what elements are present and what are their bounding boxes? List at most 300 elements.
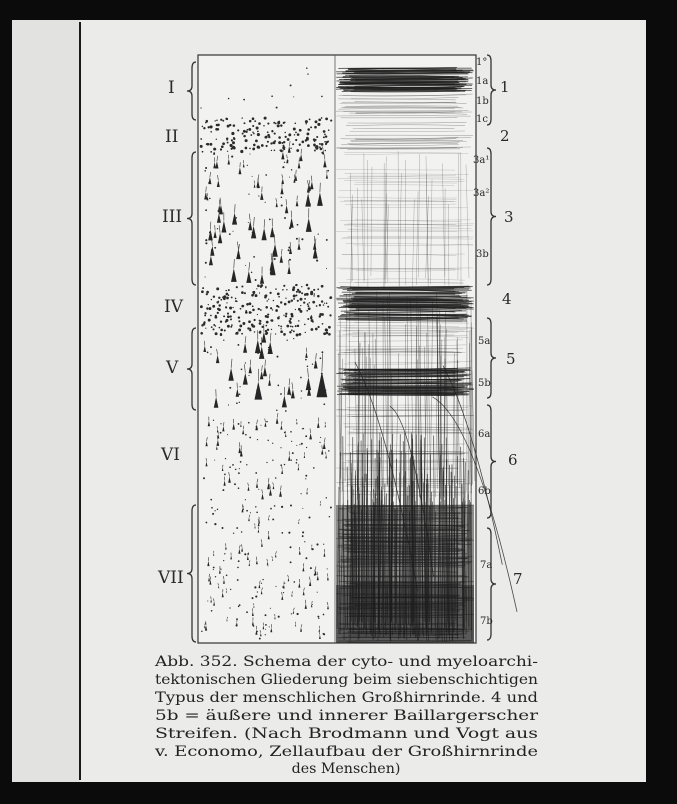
cell-granule: [255, 294, 258, 297]
cell-granule: [220, 329, 223, 332]
cell-granule: [219, 327, 221, 329]
cell-granule: [235, 469, 237, 471]
cell-granule: [299, 129, 302, 132]
cell-granule: [321, 143, 324, 146]
cell-granule: [232, 307, 233, 308]
cell-granule: [211, 507, 213, 509]
cell-granule: [284, 583, 285, 584]
cell-granule: [210, 125, 213, 128]
cell-granule: [264, 296, 267, 299]
cell-granule: [281, 204, 283, 206]
cell-granule: [239, 468, 240, 469]
cell-granule: [238, 320, 240, 322]
cell-granule: [262, 579, 263, 580]
cell-granule: [214, 460, 215, 461]
cell-granule: [229, 607, 230, 608]
cell-granule: [235, 298, 237, 300]
cell-granule: [205, 242, 207, 244]
cell-granule: [284, 464, 286, 466]
cell-granule: [257, 133, 260, 136]
cell-granule: [295, 139, 297, 141]
cell-granule: [283, 315, 284, 316]
cell-granule: [300, 377, 302, 379]
cell-granule: [288, 301, 291, 304]
cell-granule: [297, 300, 299, 302]
cell-granule: [272, 459, 273, 460]
cell-granule: [286, 325, 289, 328]
cell-granule: [201, 631, 202, 632]
cell-granule: [217, 228, 218, 229]
cell-granule: [221, 145, 224, 148]
cell-granule: [218, 297, 220, 299]
cell-granule: [325, 328, 328, 331]
cell-granule: [290, 148, 291, 149]
cell-granule: [324, 141, 326, 143]
cell-granule: [286, 289, 287, 290]
sublayer-label-6b: 6b: [478, 486, 491, 497]
cell-granule: [284, 162, 285, 163]
cell-granule: [285, 136, 287, 138]
cell-granule: [272, 518, 274, 520]
cell-granule: [276, 410, 278, 412]
cell-granule: [220, 432, 222, 434]
cell-granule: [296, 238, 298, 240]
cell-granule: [283, 285, 285, 287]
caption-line-5: Streifen. (Nach Brodmann und Vogt aus: [155, 726, 538, 742]
cell-granule: [206, 120, 209, 123]
cell-granule: [246, 303, 249, 306]
cell-granule: [226, 319, 229, 322]
cell-granule: [208, 307, 211, 310]
cell-granule: [209, 231, 211, 233]
cell-granule: [304, 541, 305, 542]
cell-granule: [319, 442, 320, 443]
cell-granule: [233, 311, 236, 314]
cell-granule: [318, 233, 319, 234]
caption-line-6: v. Economo, Zellaufbau der Großhirnrinde: [154, 744, 538, 760]
cell-granule: [301, 390, 302, 391]
cell-granule: [280, 301, 282, 303]
cell-granule: [231, 132, 234, 135]
sublayer-label-5a: 5a: [478, 336, 490, 347]
cell-granule: [230, 318, 232, 320]
cell-granule: [291, 329, 293, 331]
cell-granule: [246, 131, 248, 133]
cell-granule: [270, 608, 271, 609]
cell-granule: [222, 120, 224, 122]
cell-granule: [329, 296, 332, 299]
cell-granule: [261, 583, 262, 584]
cell-granule: [291, 315, 294, 318]
cell-granule: [268, 136, 270, 138]
cell-granule: [291, 169, 292, 170]
cell-granule: [241, 291, 244, 294]
cell-granule: [265, 325, 267, 327]
cell-granule: [265, 202, 266, 203]
cell-granule: [293, 286, 296, 289]
cell-granule: [305, 478, 306, 479]
cell-granule: [211, 610, 213, 612]
cell-granule: [284, 122, 286, 124]
cell-granule: [216, 124, 218, 126]
cell-granule: [247, 165, 248, 166]
cell-granule: [323, 136, 325, 138]
cell-granule: [321, 300, 323, 302]
cell-granule: [325, 118, 328, 121]
cell-granule: [289, 331, 291, 333]
cell-granule: [202, 126, 204, 128]
cell-granule: [203, 127, 205, 129]
cell-granule: [268, 299, 269, 300]
cell-granule: [253, 144, 256, 147]
cell-granule: [226, 297, 229, 300]
cell-granule: [326, 332, 329, 335]
cell-granule: [200, 332, 203, 335]
cell-granule: [296, 445, 297, 446]
cell-granule: [330, 507, 332, 509]
cell-granule: [211, 326, 213, 328]
cell-granule: [222, 527, 224, 529]
cell-granule: [218, 304, 220, 306]
cell-granule: [255, 140, 258, 143]
cell-granule: [267, 123, 269, 125]
cell-granule: [213, 324, 215, 326]
sublayer-label-1o: 1°: [476, 57, 487, 68]
cell-granule: [288, 247, 290, 249]
cell-granule: [256, 390, 258, 392]
cell-granule: [245, 434, 247, 436]
cell-granule: [300, 305, 301, 306]
cell-granule: [248, 222, 249, 223]
cell-granule: [299, 333, 302, 336]
cell-granule: [254, 586, 256, 588]
cell-granule: [220, 568, 221, 569]
cell-granule: [317, 616, 319, 618]
cell-granule: [215, 128, 218, 131]
cell-granule: [301, 443, 303, 445]
cell-granule: [238, 472, 240, 474]
cell-granule: [217, 509, 218, 510]
cell-granule: [301, 398, 302, 399]
cell-granule: [285, 315, 287, 317]
cell-granule: [300, 298, 303, 301]
cell-granule: [253, 256, 255, 258]
cell-granule: [293, 581, 295, 583]
cell-granule: [225, 290, 226, 291]
cell-granule: [218, 210, 219, 211]
cell-granule: [276, 107, 278, 109]
cell-granule: [220, 321, 222, 323]
cell-granule: [252, 117, 255, 120]
cell-granule: [305, 120, 308, 123]
cell-granule: [306, 284, 309, 287]
cell-granule: [202, 151, 204, 153]
cell-granule: [311, 319, 314, 322]
cell-granule: [213, 420, 214, 421]
cell-granule: [267, 329, 269, 331]
cell-granule: [203, 477, 205, 479]
cell-granule: [326, 268, 327, 269]
cell-granule: [214, 247, 216, 249]
cell-granule: [281, 196, 283, 198]
caption-line-3: Typus der menschlichen Großhirnrinde. 4 und: [155, 690, 538, 706]
cell-granule: [273, 300, 275, 302]
cell-granule: [278, 306, 280, 308]
cell-granule: [305, 435, 307, 437]
caption-line-2: tektonischen Gliederung beim siebenschichtigen: [155, 672, 538, 688]
cell-granule: [213, 569, 214, 570]
cell-granule: [308, 307, 311, 310]
cell-granule: [207, 352, 209, 354]
cell-granule: [249, 153, 250, 154]
cell-granule: [213, 153, 215, 155]
cell-granule: [231, 156, 233, 158]
cell-granule: [271, 95, 273, 97]
cell-granule: [244, 553, 246, 555]
cell-granule: [304, 324, 306, 326]
cell-granule: [296, 291, 298, 293]
cell-granule: [252, 176, 253, 177]
cell-granule: [245, 139, 248, 142]
cell-granule: [292, 326, 294, 328]
cell-granule: [287, 160, 289, 162]
cell-granule: [210, 346, 212, 348]
cell-granule: [220, 423, 221, 424]
cell-granule: [227, 142, 229, 144]
cell-granule: [228, 98, 230, 100]
cell-granule: [234, 483, 236, 485]
cell-granule: [311, 328, 314, 331]
cell-granule: [295, 309, 296, 310]
cell-granule: [318, 618, 319, 619]
cell-granule: [258, 489, 259, 490]
cell-granule: [225, 118, 227, 120]
cell-granule: [250, 312, 251, 313]
cell-granule: [296, 294, 298, 296]
layer-number-2: 2: [500, 127, 510, 145]
cell-granule: [202, 287, 204, 289]
cell-granule: [289, 318, 291, 320]
cell-granule: [314, 126, 317, 129]
cell-granule: [227, 315, 230, 318]
cell-granule: [294, 134, 295, 135]
cell-granule: [279, 121, 280, 122]
cell-granule: [327, 568, 328, 569]
layer-number-4: 4: [502, 290, 512, 308]
cell-granule: [326, 497, 327, 498]
cell-granule: [309, 118, 311, 120]
cell-granule: [277, 317, 280, 320]
cell-granule: [321, 351, 323, 353]
cell-granule: [298, 320, 300, 322]
cell-granule: [217, 312, 219, 314]
cell-granule: [233, 138, 235, 140]
cell-granule: [319, 143, 321, 145]
cell-granule: [251, 294, 254, 297]
cell-granule: [264, 117, 267, 120]
cell-granule: [248, 302, 251, 305]
cell-granule: [259, 320, 261, 322]
cell-granule: [265, 174, 267, 176]
cell-granule: [266, 462, 267, 463]
cell-granule: [323, 633, 325, 635]
cell-granule: [227, 434, 228, 435]
cell-granule: [208, 182, 209, 183]
cell-granule: [238, 487, 240, 489]
cell-granule: [270, 319, 272, 321]
cell-granule: [239, 393, 241, 395]
cell-granule: [285, 298, 286, 299]
cell-granule: [229, 387, 231, 389]
cell-granule: [290, 561, 292, 563]
cell-granule: [278, 296, 280, 298]
cell-granule: [328, 333, 331, 336]
cell-granule: [257, 285, 260, 288]
sublayer-label-1a: 1a: [476, 76, 488, 87]
cell-granule: [321, 391, 322, 392]
cell-granule: [304, 293, 306, 295]
cell-granule: [201, 290, 204, 293]
cell-granule: [213, 148, 216, 151]
cell-granule: [277, 385, 279, 387]
roman-label-7: VII: [157, 568, 184, 588]
cell-granule: [200, 145, 203, 148]
cell-granule: [269, 219, 271, 221]
cell-granule: [243, 135, 246, 138]
cell-granule: [293, 128, 296, 131]
cell-granule: [222, 489, 224, 491]
cell-granule: [276, 310, 278, 312]
cell-granule: [328, 326, 331, 329]
cell-granule: [304, 298, 306, 300]
cell-granule: [237, 579, 239, 581]
cell-granule: [269, 292, 271, 294]
cell-granule: [323, 614, 325, 616]
cell-granule: [300, 310, 303, 313]
cell-granule: [296, 149, 299, 152]
cell-granule: [256, 126, 259, 129]
cell-granule: [307, 303, 309, 305]
cell-granule: [306, 138, 309, 141]
cell-granule: [218, 301, 219, 302]
cell-granule: [214, 120, 215, 121]
cell-granule: [325, 135, 327, 137]
cell-granule: [321, 96, 323, 98]
cell-granule: [209, 143, 212, 146]
caption-line-7: des Menschen): [292, 761, 401, 777]
cell-granule: [313, 295, 315, 297]
cell-granule: [293, 338, 294, 339]
cell-granule: [302, 531, 304, 533]
cell-granule: [312, 548, 314, 550]
cell-granule: [238, 423, 240, 425]
cell-granule: [275, 333, 276, 334]
cell-granule: [238, 316, 240, 318]
cell-granule: [272, 309, 273, 310]
cell-granule: [307, 318, 309, 320]
cell-granule: [307, 305, 309, 307]
cell-granule: [225, 458, 226, 459]
cell-granule: [313, 289, 315, 291]
cell-granule: [245, 265, 246, 266]
cell-granule: [223, 340, 224, 341]
cell-granule: [226, 575, 228, 577]
cell-granule: [240, 461, 242, 463]
tangential-fiber: [342, 91, 456, 92]
cell-granule: [280, 447, 281, 448]
cell-granule: [307, 73, 308, 74]
cell-granule: [250, 134, 252, 136]
cell-granule: [257, 314, 258, 315]
cell-granule: [307, 128, 310, 131]
cell-granule: [291, 441, 292, 442]
layer-number-3: 3: [504, 208, 514, 226]
cell-granule: [317, 295, 320, 298]
cell-granule: [303, 301, 305, 303]
cell-granule: [265, 634, 266, 635]
cell-granule: [239, 604, 241, 606]
cell-granule: [278, 136, 281, 139]
cell-granule: [328, 450, 330, 452]
sublayer-label-3a2: 3a²: [473, 188, 489, 199]
cell-granule: [297, 133, 300, 136]
cell-granule: [316, 543, 318, 545]
cell-granule: [270, 142, 272, 144]
cell-granule: [303, 428, 304, 429]
cell-granule: [309, 517, 311, 519]
cell-granule: [258, 122, 261, 125]
cell-granule: [227, 325, 230, 328]
cell-granule: [254, 120, 256, 122]
cell-granule: [305, 557, 307, 559]
cell-granule: [284, 217, 286, 219]
cell-granule: [283, 333, 286, 336]
cell-granule: [280, 328, 281, 329]
cell-granule: [236, 618, 238, 620]
cell-granule: [322, 323, 324, 325]
cell-granule: [259, 638, 261, 640]
cell-granule: [319, 304, 321, 306]
cell-granule: [267, 131, 269, 133]
cell-granule: [291, 460, 292, 461]
cell-granule: [253, 625, 255, 627]
cell-granule: [288, 133, 291, 136]
cell-granule: [316, 136, 318, 138]
cell-granule: [313, 467, 315, 469]
cell-granule: [307, 366, 309, 368]
cell-granule: [236, 527, 238, 529]
cell-granule: [266, 321, 269, 324]
cell-granule: [271, 150, 272, 151]
cell-granule: [229, 307, 232, 310]
cell-granule: [299, 144, 301, 146]
cell-granule: [200, 305, 203, 308]
cell-granule: [252, 232, 254, 234]
cell-granule: [310, 292, 313, 295]
cell-granule: [246, 510, 248, 512]
cell-granule: [274, 505, 276, 507]
cell-granule: [236, 301, 238, 303]
cell-granule: [325, 150, 327, 152]
cell-granule: [305, 359, 307, 361]
cell-granule: [318, 123, 320, 125]
cell-granule: [230, 144, 233, 147]
cell-granule: [255, 506, 256, 507]
cell-granule: [252, 125, 254, 127]
cell-granule: [267, 141, 269, 143]
cell-granule: [271, 130, 273, 132]
roman-label-5: V: [165, 358, 179, 378]
